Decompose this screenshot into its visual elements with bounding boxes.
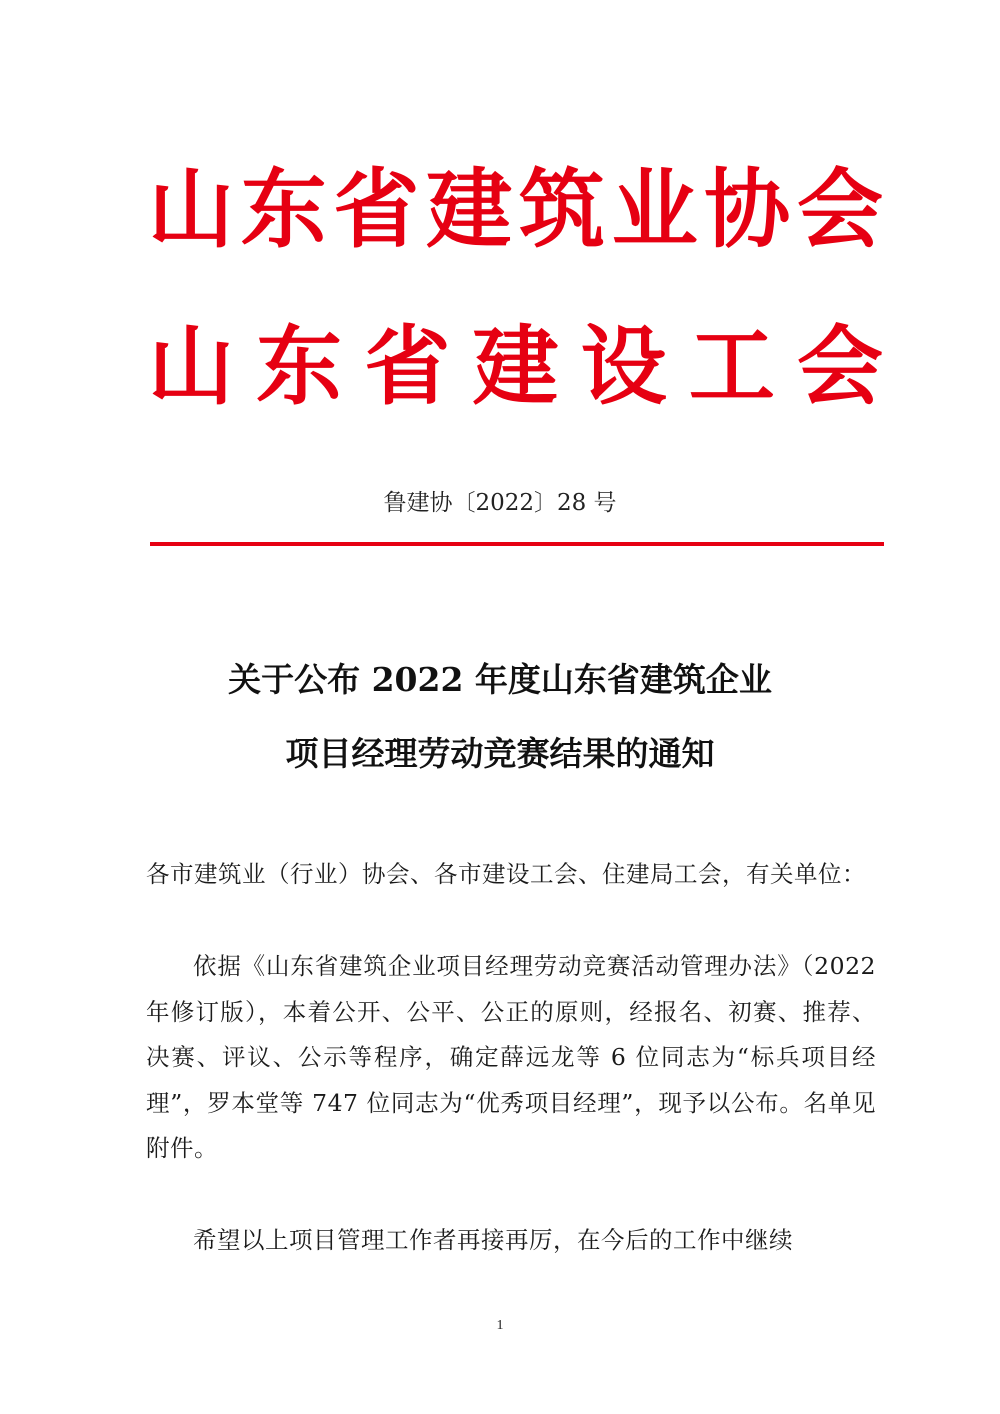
red-divider-line [150, 542, 884, 546]
document-number: 鲁建协〔2022〕28 号 [383, 490, 617, 516]
page-number: 1 [496, 1318, 504, 1333]
notice-title-line-1: 关于公布 2022 年度山东省建筑企业 [228, 660, 772, 699]
salutation: 各市建筑业（行业）协会、各市建设工会、住建局工会，有关单位： [146, 860, 866, 888]
body-paragraph-1: 依据《山东省建筑企业项目经理劳动竞赛活动管理办法》（2022 年修订版），本着公开、公平、公正的原则，经报名、初赛、推荐、决赛、评议、公示等程序，确定薛远龙等 6 位同志为“标兵项目经理”，罗本堂等 747 位同志为“优秀项目经理”，现予以公布。名单见附件。 [146, 952, 876, 1162]
notice-title-line-2: 项目经理劳动竞赛结果的通知 [285, 734, 715, 773]
body-paragraph-2: 希望以上项目管理工作者再接再厉，在今后的工作中继续 [193, 1226, 793, 1254]
issuer-title-construction-association: 山东省建筑业协会 [148, 159, 883, 260]
issuer-title-construction-union: 山东省建设工会 [148, 316, 883, 417]
